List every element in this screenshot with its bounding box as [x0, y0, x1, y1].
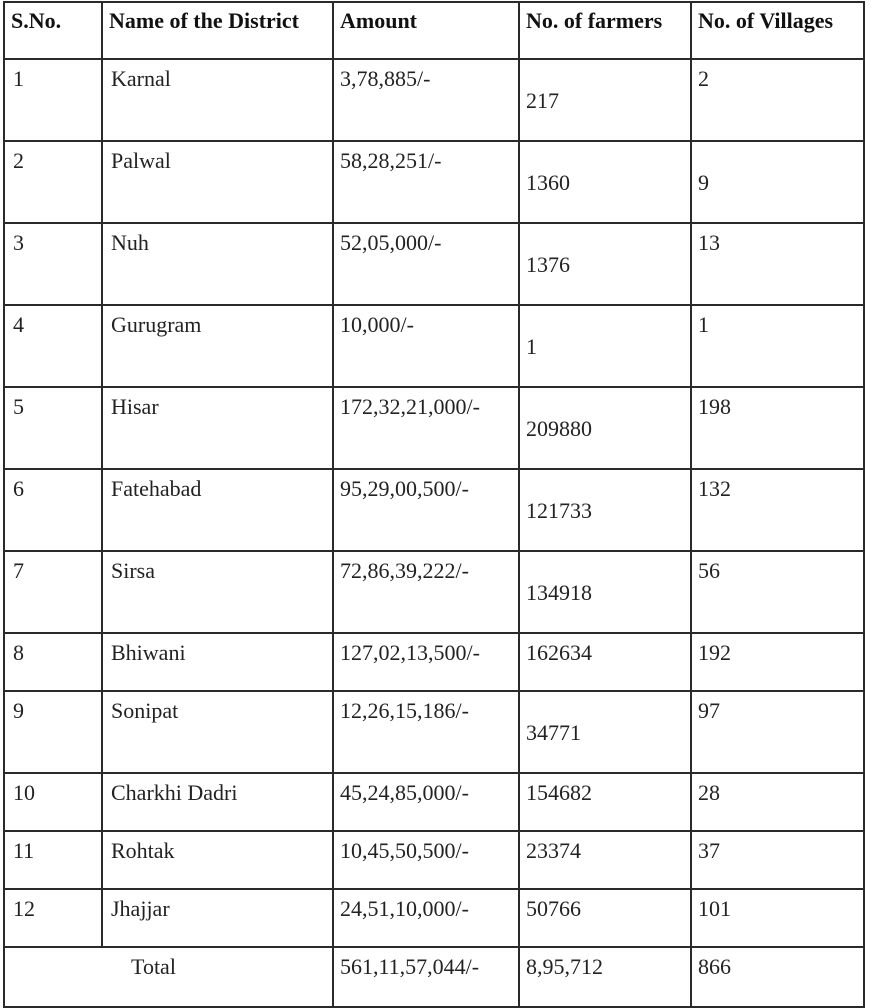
table-row	[4, 633, 864, 691]
table-row	[4, 773, 864, 831]
table-row	[4, 691, 864, 773]
cell-amount: 127,02,13,500/-	[333, 633, 519, 691]
cell-sno: 12	[4, 889, 102, 947]
cell-farmers: 34771	[519, 691, 691, 773]
header-district: Name of the District	[102, 2, 333, 59]
cell-farmers: 1376	[519, 223, 691, 305]
cell-sno: 6	[4, 469, 102, 551]
cell-amount: 58,28,251/-	[333, 141, 519, 223]
cell-amount: 12,26,15,186/-	[333, 691, 519, 773]
cell-villages: 56	[691, 551, 864, 633]
cell-district: Jhajjar	[102, 889, 333, 947]
cell-district: Nuh	[102, 223, 333, 305]
cell-amount: 95,29,00,500/-	[333, 469, 519, 551]
cell-villages: 9	[691, 141, 864, 223]
cell-villages: 97	[691, 691, 864, 773]
cell-amount: 3,78,885/-	[333, 59, 519, 141]
cell-sno: 10	[4, 773, 102, 831]
table-row	[4, 889, 864, 947]
cell-farmers: 121733	[519, 469, 691, 551]
header-villages: No. of Villages	[691, 2, 864, 59]
cell-farmers: 1360	[519, 141, 691, 223]
cell-amount: 10,45,50,500/-	[333, 831, 519, 889]
cell-villages: 132	[691, 469, 864, 551]
cell-amount: 52,05,000/-	[333, 223, 519, 305]
cell-district: Karnal	[102, 59, 333, 141]
cell-farmers: 50766	[519, 889, 691, 947]
cell-villages: 198	[691, 387, 864, 469]
cell-district: Palwal	[102, 141, 333, 223]
cell-sno: 4	[4, 305, 102, 387]
cell-district: Fatehabad	[102, 469, 333, 551]
cell-farmers: 1	[519, 305, 691, 387]
table-row	[4, 831, 864, 889]
cell-villages: 1	[691, 305, 864, 387]
cell-sno: 11	[4, 831, 102, 889]
cell-sno: 2	[4, 141, 102, 223]
cell-district: Hisar	[102, 387, 333, 469]
cell-amount: 24,51,10,000/-	[333, 889, 519, 947]
cell-district: Rohtak	[102, 831, 333, 889]
table-row	[4, 469, 864, 551]
cell-district: Sonipat	[102, 691, 333, 773]
cell-farmers: 217	[519, 59, 691, 141]
table-row	[4, 551, 864, 633]
cell-farmers: 134918	[519, 551, 691, 633]
cell-farmers: 154682	[519, 773, 691, 831]
cell-sno: 5	[4, 387, 102, 469]
cell-amount: 172,32,21,000/-	[333, 387, 519, 469]
cell-district: Gurugram	[102, 305, 333, 387]
header-sno: S.No.	[4, 2, 102, 59]
cell-district: Charkhi Dadri	[102, 773, 333, 831]
cell-villages: 28	[691, 773, 864, 831]
table-row	[4, 387, 864, 469]
header-amount: Amount	[333, 2, 519, 59]
cell-sno: 1	[4, 59, 102, 141]
cell-villages: 37	[691, 831, 864, 889]
cell-farmers: 162634	[519, 633, 691, 691]
cell-farmers: 209880	[519, 387, 691, 469]
cell-amount: 72,86,39,222/-	[333, 551, 519, 633]
total-label: Total	[4, 947, 333, 1007]
total-farmers: 8,95,712	[519, 947, 691, 1007]
cell-district: Bhiwani	[102, 633, 333, 691]
cell-sno: 7	[4, 551, 102, 633]
cell-sno: 9	[4, 691, 102, 773]
header-farmers: No. of farmers	[519, 2, 691, 59]
cell-villages: 2	[691, 59, 864, 141]
cell-sno: 3	[4, 223, 102, 305]
cell-amount: 10,000/-	[333, 305, 519, 387]
district-compensation-table	[3, 1, 865, 1008]
cell-district: Sirsa	[102, 551, 333, 633]
cell-villages: 13	[691, 223, 864, 305]
cell-villages: 101	[691, 889, 864, 947]
total-villages: 866	[691, 947, 864, 1007]
table-row	[4, 305, 864, 387]
table-header-row	[4, 2, 864, 59]
table-row	[4, 59, 864, 141]
cell-villages: 192	[691, 633, 864, 691]
total-amount: 561,11,57,044/-	[333, 947, 519, 1007]
table-row	[4, 141, 864, 223]
district-table-container	[3, 1, 865, 1008]
cell-amount: 45,24,85,000/-	[333, 773, 519, 831]
table-row	[4, 223, 864, 305]
cell-farmers: 23374	[519, 831, 691, 889]
cell-sno: 8	[4, 633, 102, 691]
total-row	[4, 947, 864, 1007]
